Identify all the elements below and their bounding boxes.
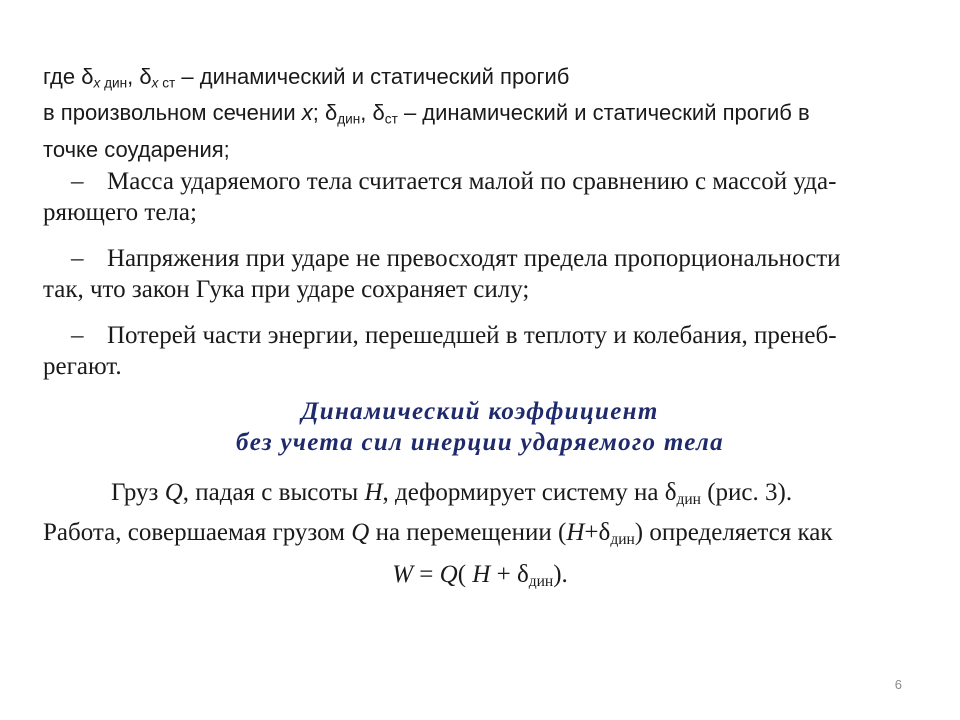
body-line-2: Работа, совершаемая грузом Q на перемещении $(H+\delta_{дин})$ определяется как xyxy=(43,518,833,548)
body-line-1: Груз Q, падая с высоты H, деформирует систему на $\delta_{дин}$ (рис. 3). xyxy=(111,479,793,508)
body-paragraph xyxy=(43,476,923,556)
page-number: 6 xyxy=(894,677,902,692)
bullet-dash: – xyxy=(71,245,84,272)
definition-line-1: где $\delta_{x дин}$, $\delta_{x ст}$ – динамический и статический прогиб xyxy=(43,64,570,91)
section-heading-line-2: без учета сил инерции ударяемого тела xyxy=(236,429,724,456)
bullet-item-2: – Напряжения при ударе не превосходят предела пропорциональности так, что закон Гука при ударе сохраняет силу; xyxy=(43,245,841,303)
section-heading xyxy=(120,396,840,458)
definition-line-3: точке соударения; xyxy=(43,136,230,162)
bullet-dash: – xyxy=(71,322,84,349)
bullet-dash: – xyxy=(71,168,84,195)
bullet-item-3: – Потерей части энергии, перешедшей в теплоту и колебания, пренеб- регают. xyxy=(43,322,837,380)
section-heading-line-1: Динамический коэффициент xyxy=(301,398,659,425)
bullet-item-1: – Масса ударяемого тела считается малой по сравнению с массой уда- ряющего тела; xyxy=(43,168,837,226)
definition-paragraph xyxy=(43,62,943,165)
work-formula: W = Q( $H + \delta_{дин}$). xyxy=(392,561,568,590)
definition-line-2: в произвольном сечении x; $\delta_{дин}$, $\delta_{ст}$ – динамический и статический прогиб в xyxy=(43,100,810,127)
